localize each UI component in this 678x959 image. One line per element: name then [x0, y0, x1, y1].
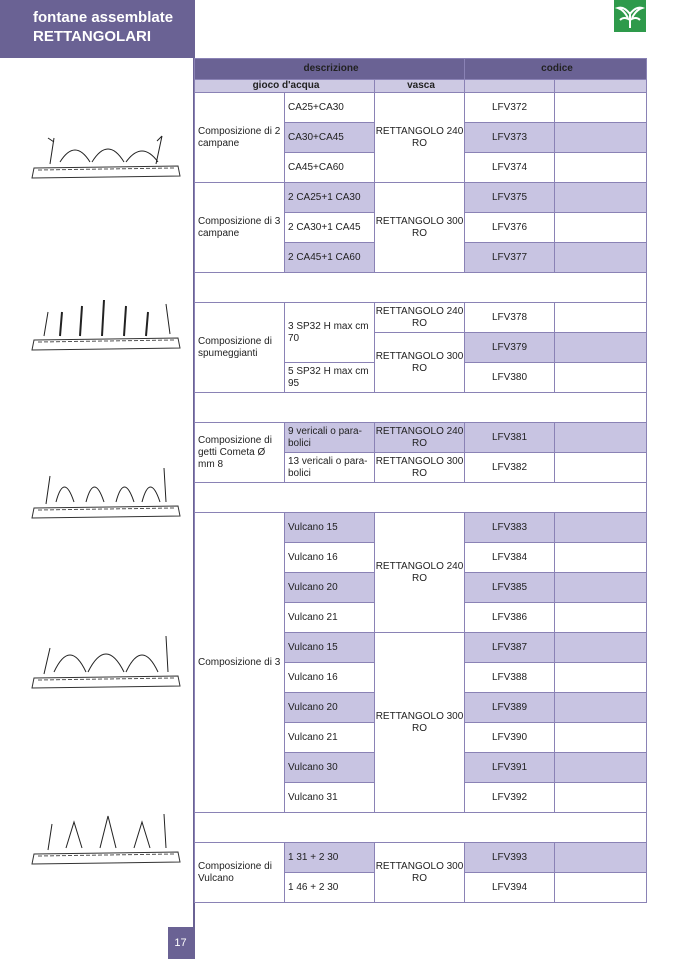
gioco-cell: Vulcano 21 — [285, 603, 375, 633]
code-cell: LFV391 — [465, 753, 555, 783]
code-cell: LFV373 — [465, 123, 555, 153]
gioco-cell: CA30+CA45 — [285, 123, 375, 153]
gioco-cell: Vulcano 30 — [285, 753, 375, 783]
vasca-cell: RETTANGOLO 300 RO — [375, 183, 465, 273]
code-cell: LFV394 — [465, 873, 555, 903]
gioco-cell: 1 31 + 2 30 — [285, 843, 375, 873]
vasca-cell: RETTANGOLO 240 RO — [375, 423, 465, 453]
group-description: Composizione di spumeggianti — [195, 303, 285, 393]
code-cell: LFV383 — [465, 513, 555, 543]
gioco-cell: Vulcano 31 — [285, 783, 375, 813]
code-cell: LFV374 — [465, 153, 555, 183]
gioco-cell: Vulcano 21 — [285, 723, 375, 753]
group-description: Composizione di Vulcano — [195, 843, 285, 903]
vasca-cell: RETTANGOLO 240 RO — [375, 93, 465, 183]
brand-logo-icon — [614, 0, 646, 32]
product-table — [194, 58, 647, 903]
table-header — [195, 59, 647, 80]
code-cell: LFV387 — [465, 633, 555, 663]
table-row — [195, 183, 647, 213]
code-cell: LFV376 — [465, 213, 555, 243]
code-cell: LFV390 — [465, 723, 555, 753]
header-descrizione: descrizione — [195, 59, 465, 80]
subheader-vasca: vasca — [375, 80, 465, 93]
gioco-cell: 2 CA30+1 CA45 — [285, 213, 375, 243]
gioco-cell: CA25+CA30 — [285, 93, 375, 123]
code-cell: LFV386 — [465, 603, 555, 633]
gioco-cell: 3 SP32 H max cm 70 — [285, 303, 375, 363]
vasca-cell: RETTANGOLO 300 RO — [375, 843, 465, 903]
code-cell: LFV389 — [465, 693, 555, 723]
group-description: Composizione di 2 campane — [195, 93, 285, 183]
gioco-cell: Vulcano 20 — [285, 693, 375, 723]
gioco-cell: Vulcano 16 — [285, 663, 375, 693]
gioco-cell: Vulcano 15 — [285, 633, 375, 663]
sidebar — [0, 0, 193, 959]
code-cell: LFV393 — [465, 843, 555, 873]
vasca-cell: RETTANGOLO 300 RO — [375, 633, 465, 813]
group-description: Composizione di getti Cometa Ø mm 8 — [195, 423, 285, 483]
vasca-cell: RETTANGOLO 240 RO — [375, 513, 465, 633]
code-cell: LFV378 — [465, 303, 555, 333]
group-description: Composizione di 3 — [195, 513, 285, 813]
gioco-cell: Vulcano 15 — [285, 513, 375, 543]
vasca-cell: RETTANGOLO 300 RO — [375, 453, 465, 483]
gioco-cell: Vulcano 16 — [285, 543, 375, 573]
spacer-row — [195, 273, 647, 303]
table-row — [195, 423, 647, 453]
gioco-cell: 13 vericali o para-bolici — [285, 453, 375, 483]
code-cell: LFV382 — [465, 453, 555, 483]
header-codice: codice — [465, 59, 647, 80]
page-number: 17 — [168, 927, 193, 959]
code-cell: LFV381 — [465, 423, 555, 453]
code-cell: LFV388 — [465, 663, 555, 693]
spacer-row — [195, 483, 647, 513]
subheader-gioco: gioco d'acqua — [195, 80, 375, 93]
spacer-row — [195, 813, 647, 843]
table-row — [195, 513, 647, 543]
title-banner — [0, 0, 193, 58]
code-cell: LFV372 — [465, 93, 555, 123]
spacer-row — [195, 393, 647, 423]
gioco-cell: 5 SP32 H max cm 95 — [285, 363, 375, 393]
gioco-cell: 2 CA25+1 CA30 — [285, 183, 375, 213]
code-cell: LFV384 — [465, 543, 555, 573]
gioco-cell: 9 vericali o para-bolici — [285, 423, 375, 453]
group-description: Composizione di 3 campane — [195, 183, 285, 273]
gioco-cell: CA45+CA60 — [285, 153, 375, 183]
fountain-sketch-cometa — [30, 458, 182, 520]
code-cell: LFV379 — [465, 333, 555, 363]
title-line-1: fontane assemblate — [33, 9, 174, 26]
fountain-sketch-campane — [30, 118, 182, 180]
fountain-sketch-vulcano — [30, 804, 182, 866]
gioco-cell: Vulcano 20 — [285, 573, 375, 603]
gioco-cell: 2 CA45+1 CA60 — [285, 243, 375, 273]
table-row — [195, 93, 647, 123]
code-cell: LFV375 — [465, 183, 555, 213]
code-cell: LFV392 — [465, 783, 555, 813]
gioco-cell: 1 46 + 2 30 — [285, 873, 375, 903]
fountain-sketch-spumeggianti — [30, 290, 182, 352]
vasca-cell: RETTANGOLO 300 RO — [375, 333, 465, 393]
table-subheader — [195, 80, 647, 93]
title-line-2: RETTANGOLARI — [33, 28, 152, 45]
code-cell: LFV377 — [465, 243, 555, 273]
fountain-sketch-vulcano-3 — [30, 628, 182, 690]
code-cell: LFV380 — [465, 363, 555, 393]
vasca-cell: RETTANGOLO 240 RO — [375, 303, 465, 333]
code-cell: LFV385 — [465, 573, 555, 603]
table-row — [195, 843, 647, 873]
table-row — [195, 303, 647, 333]
